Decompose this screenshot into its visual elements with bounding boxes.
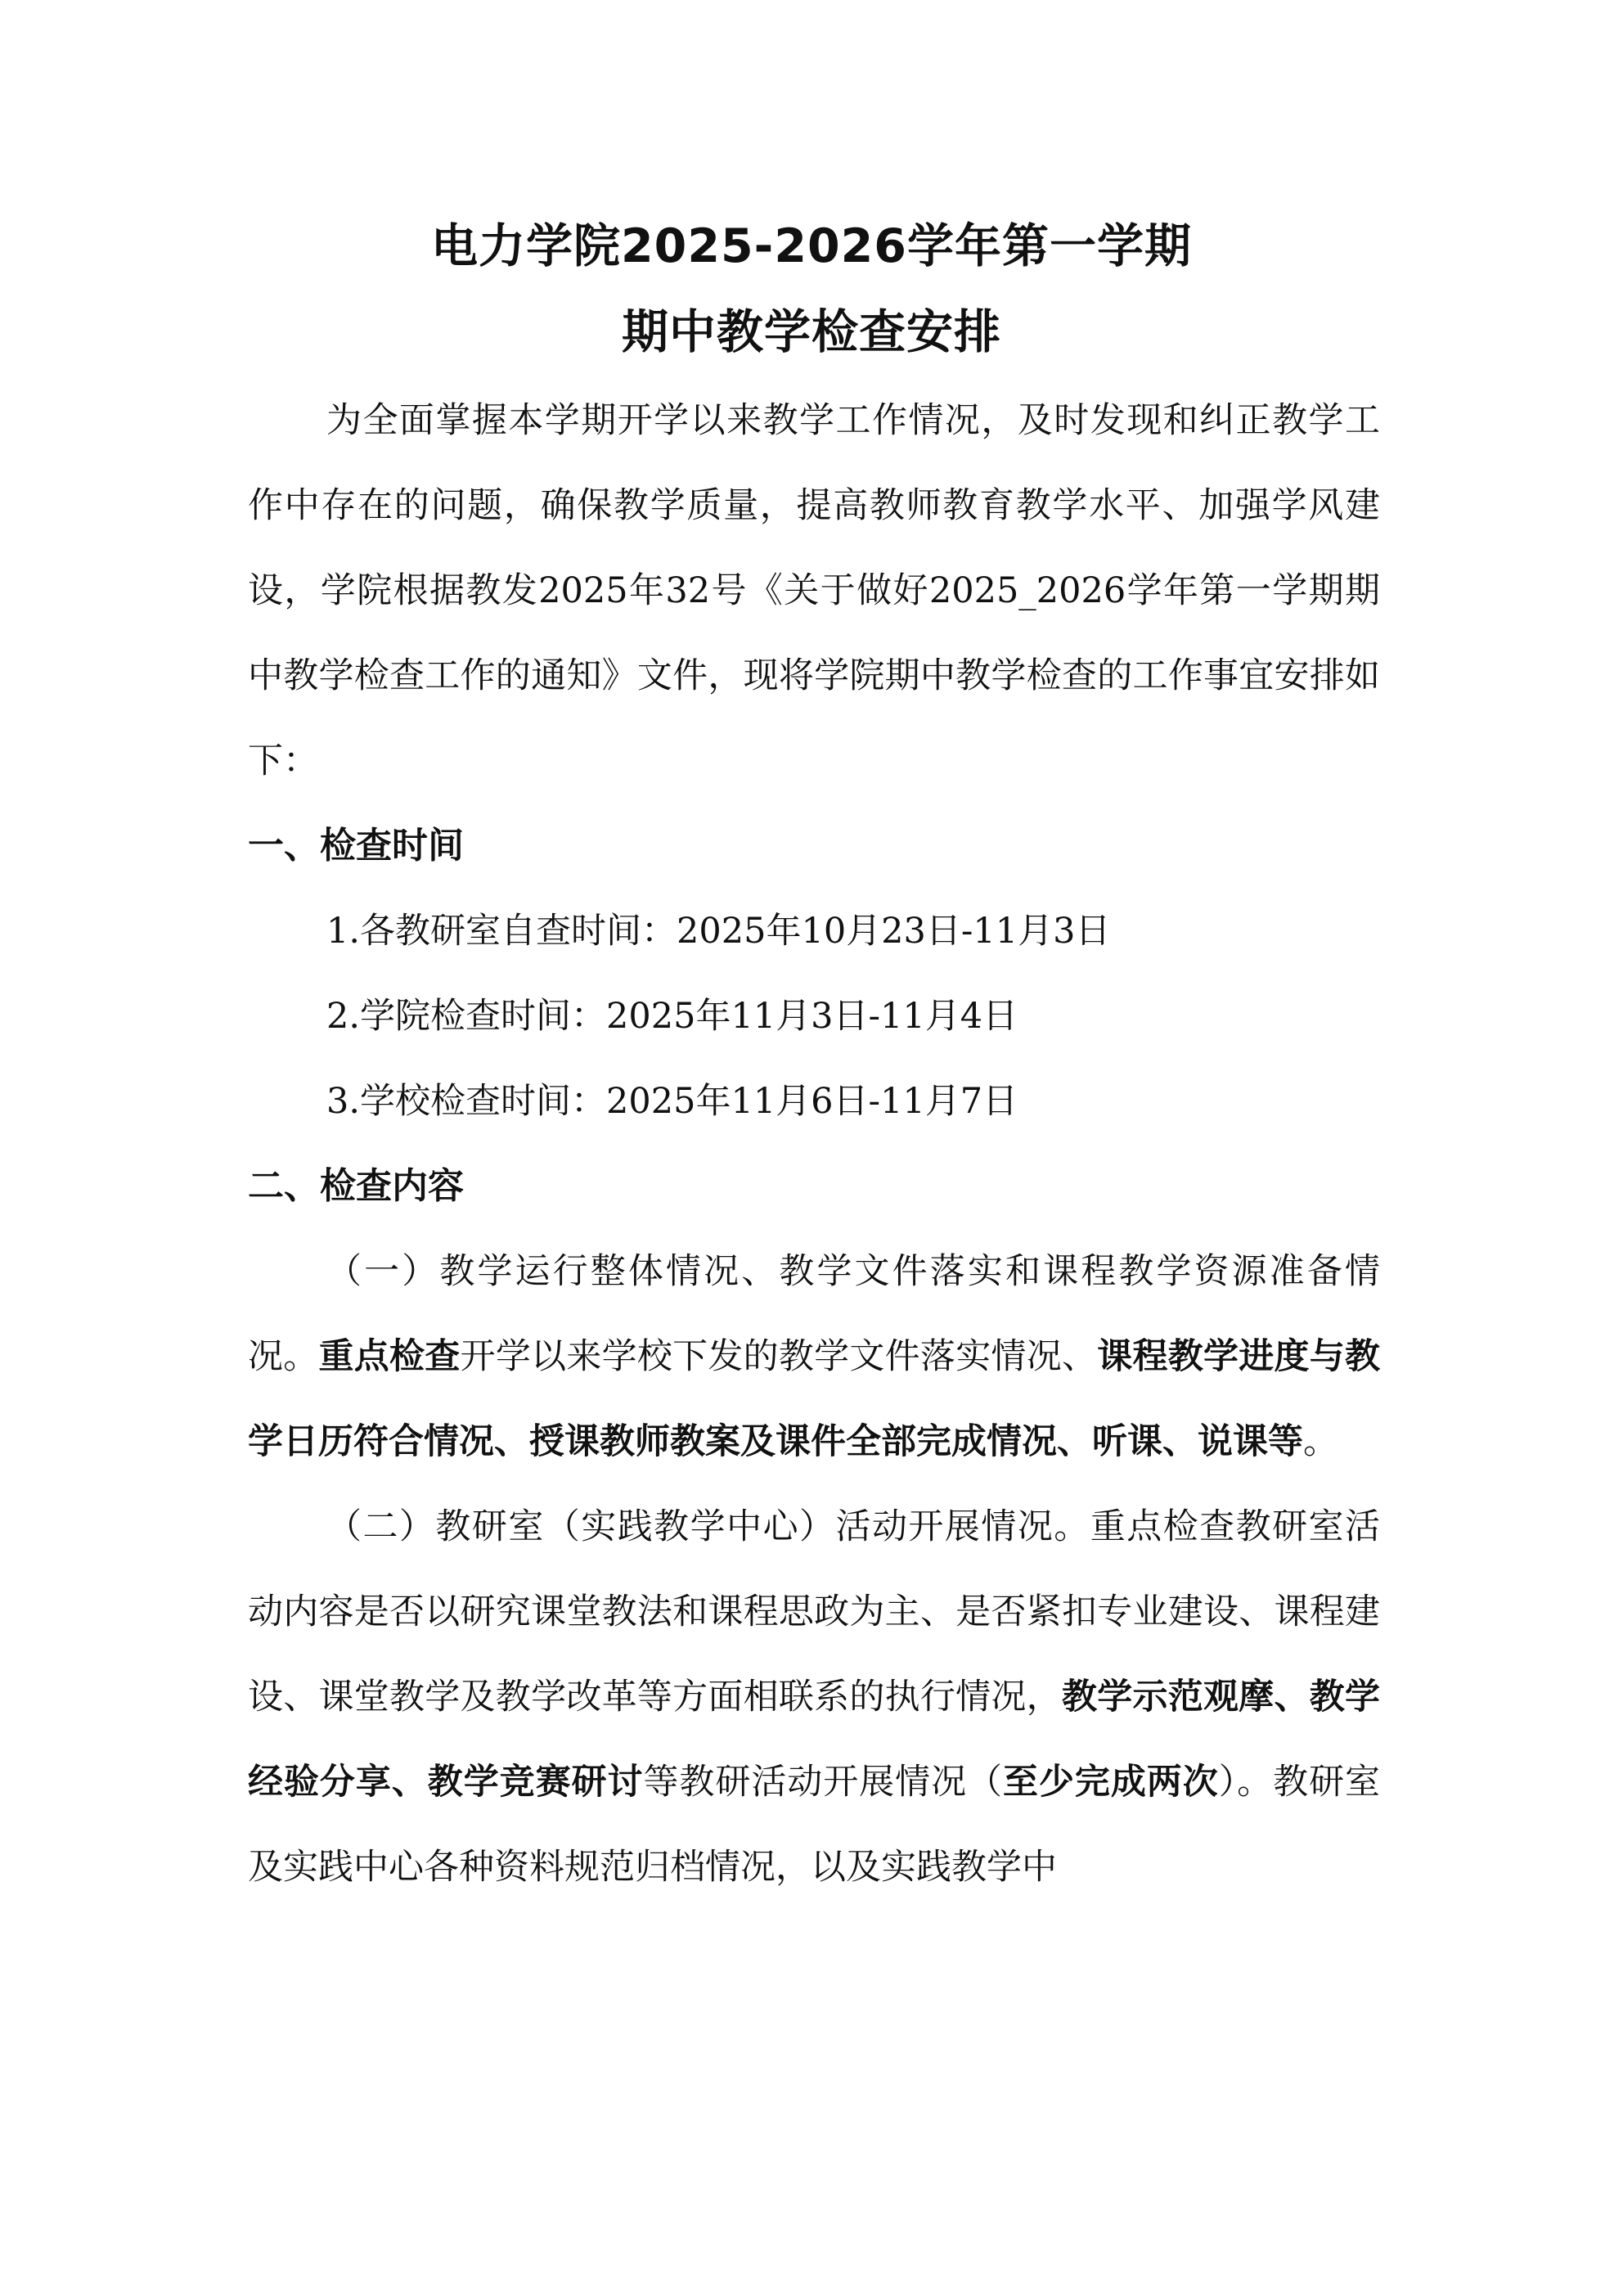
- content-paragraph-1-text-b: 开学以来学校下发的教学文件落实情况、: [460, 1336, 1098, 1377]
- check-time-item-1: 1.各教研室自查时间：2025年10月23日-11月3日: [326, 911, 1111, 952]
- content-paragraph-1-text-c: 。: [1303, 1421, 1338, 1462]
- document-body: [248, 378, 1380, 1910]
- check-time-item-2: 2.学院检查时间：2025年11月3日-11月4日: [326, 996, 1018, 1037]
- content-paragraph-1-bold-a: 重点检查: [318, 1336, 461, 1377]
- content-paragraph-1: [248, 1229, 1380, 1484]
- content-paragraph-2-text-a: （二）教研室（实践教学中心）活动开展情况。重点检查教研室活动内容是否以研究课堂教法和课程思政为主、是否紧扣专业建设、课程建设、课堂教学及教学改革等方面相联系的执行情况，: [248, 1506, 1380, 1717]
- content-paragraph-2-text-b: 等教研活动开展情况（: [643, 1762, 1003, 1803]
- intro-paragraph: 为全面掌握本学期开学以来教学工作情况，及时发现和纠正教学工作中存在的问题，确保教学质量，提高教师教育教学水平、加强学风建设，学院根据教发2025年32号《关于做好2025_2026学年第一学期期中教学检查工作的通知》文件，现将学院期中教学检查的工作事宜安排如下：: [248, 400, 1380, 781]
- document-title-line-2: 期中教学检查安排: [622, 305, 1001, 359]
- document-title-line-1: 电力学院2025-2026学年第一学期: [431, 219, 1192, 273]
- section-heading-check-content: 二、检查内容: [248, 1165, 464, 1207]
- check-time-item-3: 3.学校检查时间：2025年11月6日-11月7日: [326, 1081, 1018, 1122]
- content-paragraph-2: [248, 1484, 1380, 1910]
- content-paragraph-2-bold-b: 至少完成两次: [1003, 1762, 1219, 1803]
- content-paragraph-1-text-a: （一）教学运行整体情况、教学文件落实和课程教学资源准备情况。: [248, 1251, 1380, 1377]
- content-paragraph-2-bold-a: 教学示范观摩、教学经验分享、教学竞赛研讨: [248, 1677, 1381, 1803]
- content-paragraph-1-bold-b: 课程教学进度与教学日历符合情况、授课教师教案及课件全部完成情况、听课、说课等: [248, 1336, 1381, 1462]
- section-heading-check-time: 一、检查时间: [248, 825, 464, 867]
- content-paragraph-2-text-c: ）。教研室及实践中心各种资料规范归档情况，以及实践教学中: [248, 1762, 1381, 1888]
